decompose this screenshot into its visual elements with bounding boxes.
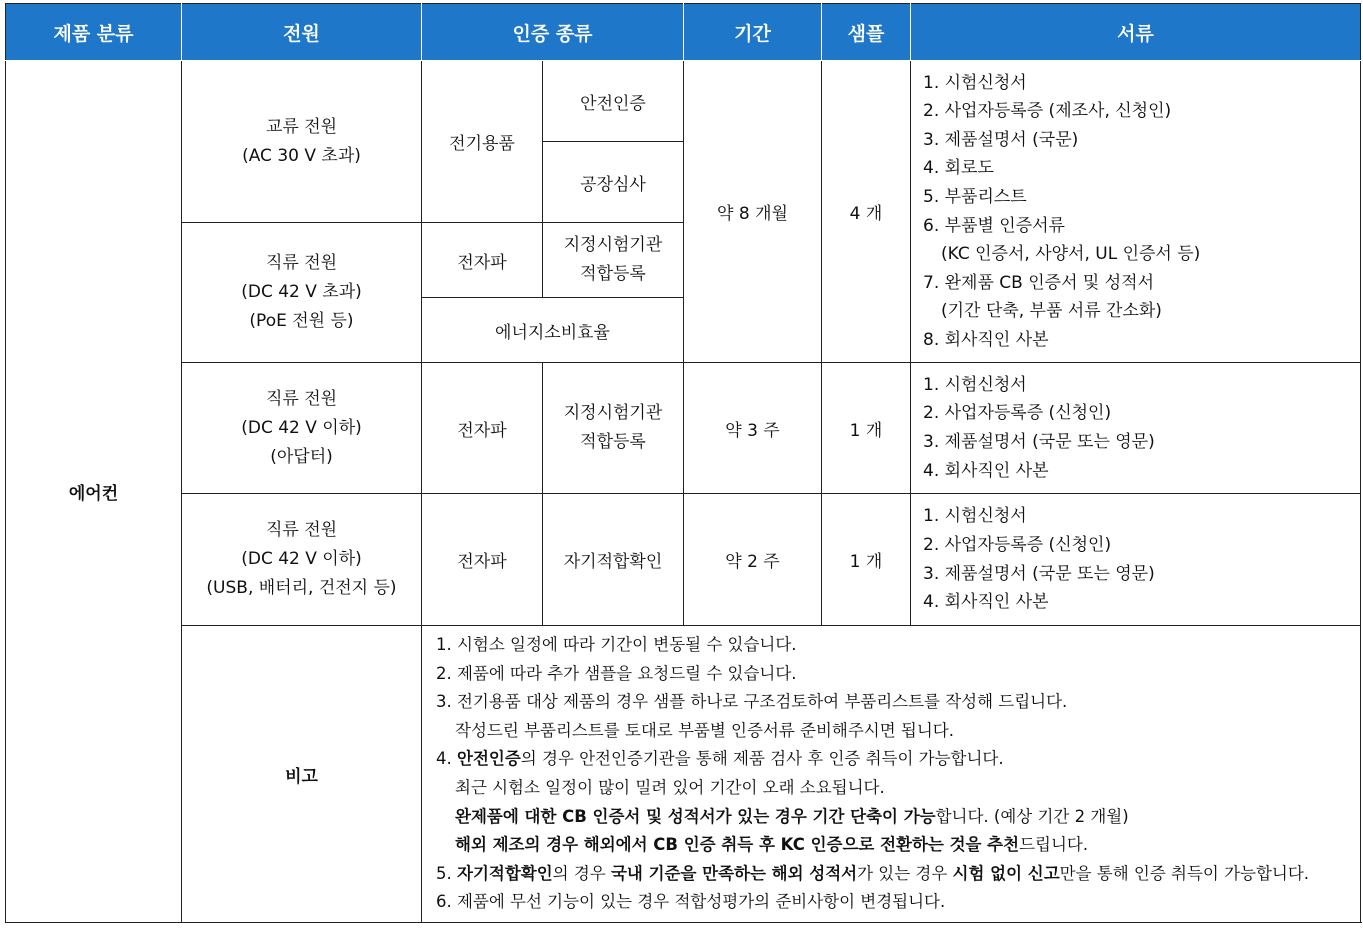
table-row (6, 363, 1361, 494)
table-row (6, 494, 1361, 626)
remark-6: 6. 제품에 무선 기능이 있는 경우 적합성평가의 준비사항이 변경됩니다. (436, 892, 946, 912)
power-dc-adapter: 직류 전원 (DC 42 V 이하) (아답터) (182, 363, 422, 494)
header-row (6, 4, 1361, 61)
remark-3: 3. 전기용품 대상 제품의 경우 샘플 하나로 구조검토하여 부품리스트를 작성해 드립니다. (436, 692, 1068, 712)
cert-emc: 전자파 (422, 363, 543, 494)
product-name: 에어컨 (6, 61, 182, 923)
header-period: 기간 (684, 4, 822, 61)
table-row (6, 61, 1361, 142)
remark-3-sub: 작성드린 부품리스트를 토대로 부품별 인증서류 준비해주시면 됩니다. (455, 720, 954, 740)
period-row1: 약 8 개월 (684, 61, 822, 363)
certification-table (5, 3, 1361, 923)
period-row2: 약 3 주 (684, 363, 822, 494)
period-row3: 약 2 주 (684, 494, 822, 626)
power-ac: 교류 전원 (AC 30 V 초과) (182, 61, 422, 223)
cert-emc: 전자파 (422, 223, 543, 298)
header-power: 전원 (182, 4, 422, 61)
remark-4: 4. 안전인증의 경우 안전인증기관을 통해 제품 검사 후 인증 취득이 가능합니다. (436, 749, 1004, 769)
cert-designated-lab: 지정시험기관 적합등록 (543, 223, 684, 298)
remarks-label: 비고 (182, 626, 422, 923)
remark-4-overseas: 해외 제조의 경우 해외에서 CB 인증 취득 후 KC 인증으로 전환하는 것을 추천드립니다. (455, 835, 1089, 855)
power-dc-usb: 직류 전원 (DC 42 V 이하) (USB, 배터리, 건전지 등) (182, 494, 422, 626)
remark-4-cb: 완제품에 대한 CB 인증서 및 성적서가 있는 경우 기간 단축이 가능합니다. (예상 기간 2 개월) (455, 806, 1129, 826)
cert-electrical: 전기용품 (422, 61, 543, 223)
remark-4-sub: 최근 시험소 일정이 많이 밀려 있어 기간이 오래 소요됩니다. (455, 778, 885, 797)
header-cert-type: 인증 종류 (422, 4, 684, 61)
cert-energy: 에너지소비효율 (422, 298, 684, 363)
cert-designated-lab: 지정시험기관 적합등록 (543, 363, 684, 494)
header-documents: 서류 (911, 4, 1361, 61)
remarks-row (6, 626, 1361, 923)
documents-row2: 1. 시험신청서 2. 사업자등록증 (신청인) 3. 제품설명서 (국문 또는 영문) 4. 회사직인 사본 (911, 363, 1361, 494)
documents-row3: 1. 시험신청서 2. 사업자등록증 (신청인) 3. 제품설명서 (국문 또는 영문) 4. 회사직인 사본 (911, 494, 1361, 626)
cert-factory-audit: 공장심사 (543, 142, 684, 223)
remark-1: 1. 시험소 일정에 따라 기간이 변동될 수 있습니다. (436, 635, 797, 655)
sample-row3: 1 개 (822, 494, 911, 626)
cert-emc: 전자파 (422, 494, 543, 626)
remarks-content (422, 626, 1361, 923)
remark-2: 2. 제품에 따라 추가 샘플을 요청드릴 수 있습니다. (436, 663, 797, 683)
sample-row2: 1 개 (822, 363, 911, 494)
remark-5: 5. 자기적합확인의 경우 국내 기준을 만족하는 해외 성적서가 있는 경우 시험 없이 신고만을 통해 인증 취득이 가능합니다. (436, 863, 1310, 883)
header-category: 제품 분류 (6, 4, 182, 61)
power-dc-over: 직류 전원 (DC 42 V 초과) (PoE 전원 등) (182, 223, 422, 363)
cert-safety: 안전인증 (543, 61, 684, 142)
documents-row1: 1. 시험신청서 2. 사업자등록증 (제조사, 신청인) 3. 제품설명서 (국문) 4. 회로도 5. 부품리스트 6. 부품별 인증서류 (KC 인증서, 사양서, UL 인증서 등) 7. 완제품 CB 인증서 및 성적서 (기간 단축, 부품 서류 간소화) 8. 회사직인 사본 (911, 61, 1361, 363)
header-sample: 샘플 (822, 4, 911, 61)
sample-row1: 4 개 (822, 61, 911, 363)
cert-self-conformity: 자기적합확인 (543, 494, 684, 626)
